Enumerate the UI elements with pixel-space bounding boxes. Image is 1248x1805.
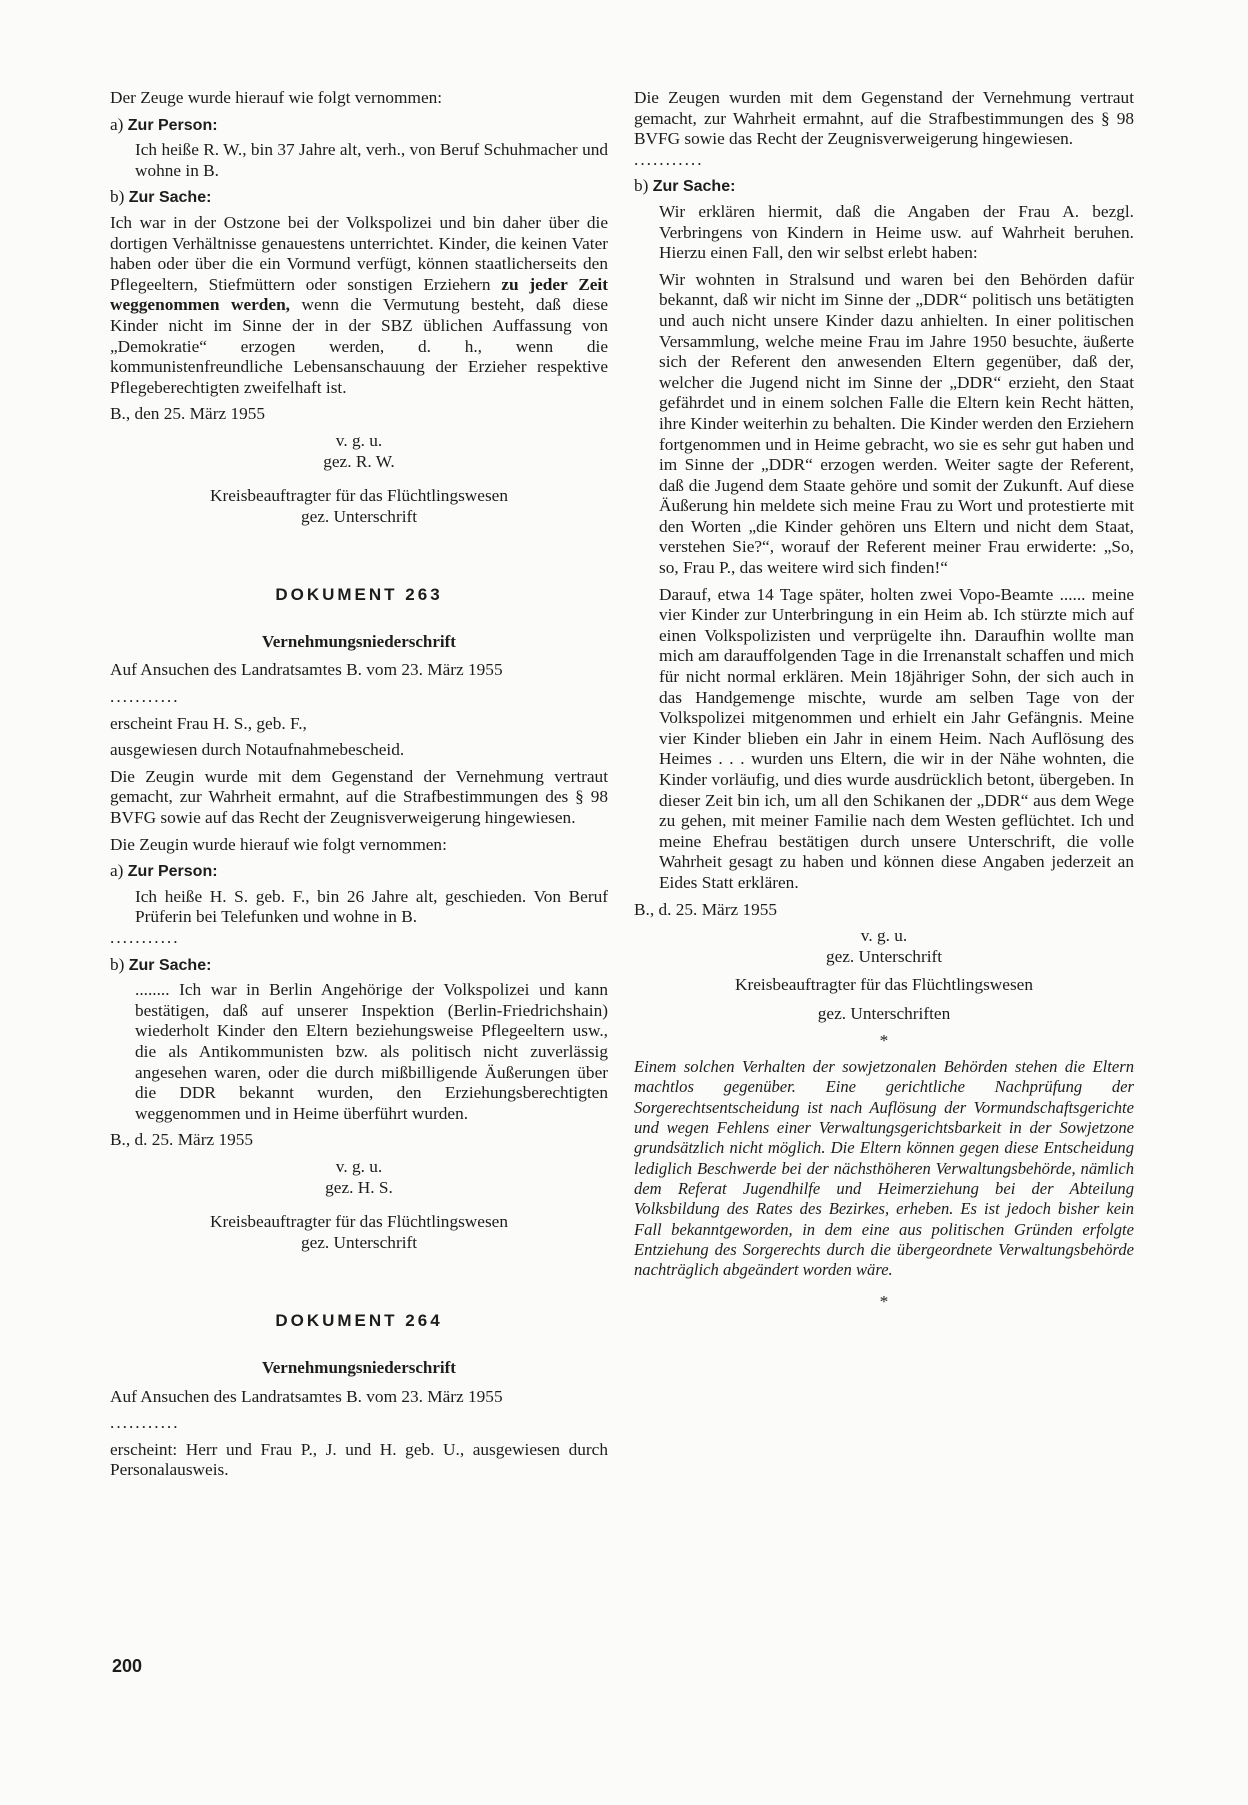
doc263-instructed: Die Zeugin wurde mit dem Gegenstand der Vernehmung vertraut gemacht, zur Wahrheit ermahnt, auf die Strafbestimmungen des § 98 BVFG sowie auf das Recht der Zeugnisverweigerung hingewiesen. xyxy=(110,766,608,828)
sache-label-prefix: b) xyxy=(110,187,125,207)
right-column xyxy=(634,88,1134,1319)
r-sache-label-text: Zur Sache: xyxy=(652,178,736,196)
doc263-intro: Die Zeugin wurde hierauf wie folgt vernommen: xyxy=(110,834,447,854)
doc263-sache-label xyxy=(110,955,608,977)
r-para2: Wir wohnten in Stralsund und waren bei den Behörden dafür bekannt, daß wir nicht im Sinne der „DDR“ politisch uns betätigten und auch nicht unsere Kinder dazu anhielten. In einer politischen Versammlung, welche meine Frau im Jahre 1950 besuchte, äußerte sich der Referent den anwesenden Eltern gegenüber, daß der, welcher die Jugend nicht im Sinne der „DDR“ erzieht, den Staat gefährdet und in einem solchen Falle die Eltern kein Recht hätten, ihre Kinder weiterhin zu behalten. Die Kinder werden den Erziehern fortgenommen und in Heime gebracht, wo sie es sehr gut haben und im Sinne der „DDR“ erzogen werden. Weiter sagte der Referent, daß die Jugend dem Staate gehöre und somit der Zukunft. Auf diese Äußerung hin meldete sich meine Frau zu Wort und protestierte mit den Worten „die Kinder gehören uns Eltern und nicht dem Staat, verstehen Sie?“, worauf der Referent meiner Frau erwiderte: „So, so, Frau P., das weitere wird sich finden!“ xyxy=(659,269,1134,578)
gez-line: gez. R. W. xyxy=(323,451,395,471)
doc263-person-label-prefix: a) xyxy=(110,861,124,881)
doc263-appears: erscheint Frau H. S., geb. F., xyxy=(110,713,307,733)
r-dots: ........... xyxy=(634,149,704,169)
r-sache-label xyxy=(634,176,1134,198)
date-line: B., den 25. März 1955 xyxy=(110,404,266,424)
r-star-2: * xyxy=(879,1292,889,1312)
person-text: Ich heiße R. W., bin 37 Jahre alt, verh., von Beruf Schuhmacher und wohne in B. xyxy=(135,140,608,180)
gez-sig-line: gez. Unterschrift xyxy=(300,506,418,526)
doc263-person-text: Ich heiße H. S. geb. F., bin 26 Jahre alt, geschieden. Von Beruf Prüferin bei Telefunken und wohne in B. xyxy=(135,886,608,927)
doc264-heading: DOKUMENT 264 xyxy=(275,1311,443,1331)
r-date: B., d. 25. März 1955 xyxy=(634,899,778,919)
doc264-appears: erscheint: Herr und Frau P., J. und H. geb. U., ausgewiesen durch Personalausweis. xyxy=(110,1439,608,1480)
sache-label xyxy=(110,187,608,209)
intro-text: Der Zeuge wurde hierauf wie folgt vernommen: xyxy=(110,88,443,107)
doc263-gez: gez. H. S. xyxy=(325,1177,393,1197)
r-kreis: Kreisbeauftragter für das Flüchtlingswesen xyxy=(734,975,1033,995)
doc263-person-label-text: Zur Person: xyxy=(127,863,218,881)
sache-text-part1: Ich war in der Ostzone bei der Volkspolizei und bin daher über die dortigen Verhältnisse genauestens unterrichtet. Kinder, die keinen Vater haben oder über die ein Vormund verfügt, können staatlicherseits den Pflegeeltern, Stiefmüttern oder sonstigen Erziehern xyxy=(110,212,608,294)
left-column xyxy=(110,88,608,1487)
sache-text xyxy=(110,213,608,398)
doc263-request: Auf Ansuchen des Landratsamtes B. vom 23. März 1955 xyxy=(110,660,503,680)
page-number: 200 xyxy=(112,1656,143,1676)
doc264-dots: ........... xyxy=(110,1413,180,1433)
doc263-dots: ........... xyxy=(110,687,180,707)
doc263-person-label xyxy=(110,861,608,883)
r-vgu: v. g. u. xyxy=(860,926,908,946)
r-instructed: Die Zeugen wurden mit dem Gegenstand der Vernehmung vertraut gemacht, zur Wahrheit ermahnt, auf die Strafbestimmungen des § 98 BVFG sowie das Recht der Zeugnisverweigerung hingewiesen. xyxy=(634,88,1134,149)
r-sache-label-prefix: b) xyxy=(634,176,649,196)
doc263-sache-label-prefix: b) xyxy=(110,954,125,974)
doc263-kreis: Kreisbeauftragter für das Flüchtlingswesen xyxy=(209,1212,508,1232)
r-gez-sig: gez. Unterschriften xyxy=(817,1003,951,1023)
doc263-id: ausgewiesen durch Notaufnahmebescheid. xyxy=(110,740,405,760)
doc263-person-dots: ........... xyxy=(110,928,180,947)
doc263-gez-sig: gez. Unterschrift xyxy=(300,1232,418,1252)
person-label-prefix: a) xyxy=(110,114,124,134)
doc263-sache-label-text: Zur Sache: xyxy=(128,956,212,974)
kreis-line: Kreisbeauftragter für das Flüchtlingswesen xyxy=(209,486,508,506)
sache-text-part2: wenn die Vermutung besteht, daß diese Kinder nicht im Sinne der in der SBZ üblichen Auffassung von „Demokratie“ erzogen werden, d. h., wenn die kommunistenfreundliche Lebensanschauung der Erzieher respektive Pflegeberechtigten zweifelhaft ist. xyxy=(110,295,608,397)
person-label-text: Zur Person: xyxy=(127,116,218,134)
vgu-line: v. g. u. xyxy=(335,430,383,450)
person-label xyxy=(110,115,608,137)
doc264-title: Vernehmungsniederschrift xyxy=(262,1357,456,1377)
doc264-request: Auf Ansuchen des Landratsamtes B. vom 23. März 1955 xyxy=(110,1386,503,1406)
sache-text-bold: zu jeder Zeit weggenommen werden, xyxy=(110,274,608,315)
r-para3: Darauf, etwa 14 Tage später, holten zwei Vopo-Beamte ...... meine vier Kinder zur Unterbringung in ein Heim ab. Ich stürzte mich auf einen Volkspolizisten und verprügelte ihn. Daraufhin wollte man mich am darauffolgenden Tage in die Irrenanstalt schaffen und mich für nicht normal erklären. Mein 18jähriger Sohn, der sich auch in das Handgemenge mischte, wurde am selben Tage von der Volkspolizei mitgenommen und erhielt ein Jahr Gefängnis. Meine vier Kinder blieben ein Jahr in einem Heim. Nach Auflösung des Heimes . . . wurden uns Eltern, die wir in der Nähe wohnten, die Kinder vorläufig, und dies wurde ausdrücklich betont, übergeben. In dieser Zeit bin ich, um all den Schikanen der „DDR“ aus dem Wege zu gehen, mit meiner Familie nach dem Westen geflüchtet. Ich und meine Ehefrau bestätigen durch unsere Unterschrift, die volle Wahrheit gesagt zu haben und können diese Angaben jederzeit an Eides Statt erklären. xyxy=(659,584,1134,892)
doc263-date: B., d. 25. März 1955 xyxy=(110,1130,254,1150)
doc263-sache-text: ........ Ich war in Berlin Angehörige der Volkspolizei und kann bestätigen, daß auf unserer Inspektion (Berlin-Friedrichshain) wiederholt Kinder den Eltern beziehungsweise Pflegeeltern usw., die als Antikommunisten bzw. als politisch nicht zuverlässig angesehen waren, oder die durch mißbilligende Äußerungen über die DDR bekannt wurden, den Erziehungsberechtigten weggenommen und in Heime überführt wurden. xyxy=(135,980,608,1123)
r-star-1: * xyxy=(879,1030,889,1050)
sache-label-text: Zur Sache: xyxy=(128,189,212,207)
doc263-heading: DOKUMENT 263 xyxy=(275,585,443,605)
r-para1: Wir erklären hiermit, daß die Angaben der Frau A. bezgl. Verbringens von Kindern in Heime usw. auf Wahrheit beruhen. Hierzu einen Fall, den wir selbst erlebt haben: xyxy=(659,201,1134,263)
doc263-title: Vernehmungsniederschrift xyxy=(262,631,456,651)
doc263-vgu: v. g. u. xyxy=(335,1156,383,1176)
r-gez: gez. Unterschrift xyxy=(825,946,943,966)
r-commentary: Einem solchen Verhalten der sowjetzonalen Behörden stehen die Eltern machtlos gegenüber. Eine gerichtliche Nachprüfung der Sorgerechtsentscheidung ist nach Auflösung der Vormundschaftsgerichte und wegen Fehlens einer Verwaltungsgerichtsbarkeit in der Sowjetzone grundsätzlich nicht möglich. Die Eltern können gegen diese Entscheidung lediglich Beschwerde bei der nächsthöheren Verwaltungsbehörde, nämlich dem Referat Jugendhilfe und Heimerziehung bei der Abteilung Volksbildung des Rates des Bezirkes, erheben. Es ist jedoch bisher kein Fall bekanntgeworden, in dem eine aus politischen Gründen erfolgte Entziehung des Sorgerechts durch die übergeordnete Verwaltungsbehörde nachträglich abgeändert worden wäre. xyxy=(634,1057,1134,1280)
